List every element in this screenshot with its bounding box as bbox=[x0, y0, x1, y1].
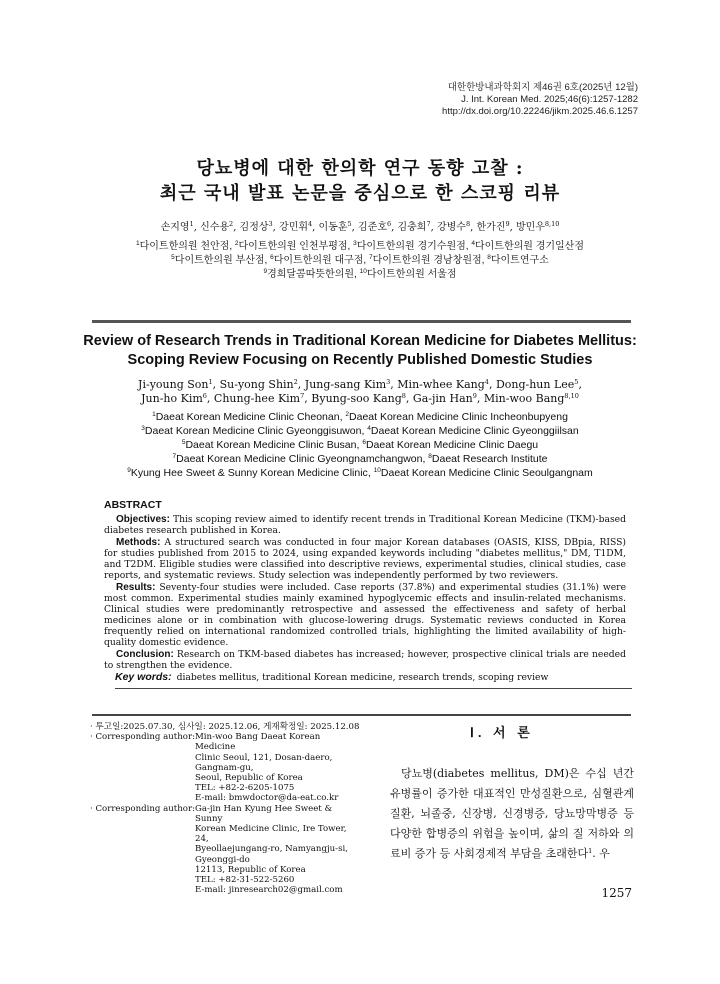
footnote-line: 12113, Republic of Korea bbox=[194, 864, 306, 875]
author-superscript: 2 bbox=[293, 378, 298, 386]
author-superscript: 9 bbox=[505, 220, 510, 228]
author-superscript: 6 bbox=[386, 220, 392, 228]
footnote-line: 2025.07.30, 심사일: 2025.12.06, 게재확정일: 2025.12.08 bbox=[123, 722, 360, 732]
author-superscript: 3 bbox=[386, 378, 391, 386]
abstract-conclusion bbox=[104, 649, 626, 671]
affiliation-text: Daeat Korean Medicine Clinic Gyeongnamchangwon bbox=[176, 453, 423, 465]
affiliation-text: Daeat Korean Medicine Clinic Gyeonggiilsan bbox=[370, 425, 579, 437]
affiliation-text: 다이트한의원 경기수원점 bbox=[356, 241, 466, 252]
affiliation-superscript: 9 bbox=[263, 268, 268, 275]
results-text: Seventy-four studies were included. Case reports (37.8%) and experimental studies (31.1%) were most common. Experimental studies mainly examined hypoglycemic effects and insulin-related mechanisms. Clinical studies were predominantly retrospective and assessed the effectiveness and safety of herbal medicines alone or in combination with glucose-lowering drugs. Systematic reviews conducted in Korea frequently relied on international randomized controlled trials, highlighting the limited availability of high-quality domestic evidence. bbox=[104, 582, 627, 648]
affiliation-text: 다이트한의원 천안점 bbox=[139, 241, 230, 252]
body-paragraph bbox=[390, 764, 634, 864]
affiliation-superscript: 10 bbox=[359, 268, 367, 275]
author-name: 손지영 bbox=[160, 222, 190, 233]
footnote-label: · Corresponding author: bbox=[90, 803, 195, 814]
author-name: 이동훈 bbox=[318, 222, 348, 233]
keywords-text: diabetes mellitus, traditional Korean medicine, research trends, scoping review bbox=[176, 672, 549, 683]
footnote-line: E-mail: jinresearch02@gmail.com bbox=[194, 885, 343, 896]
journal-citation: J. Int. Korean Med. 2025;46(6):1257-1282 bbox=[461, 94, 638, 105]
footnote-entry bbox=[90, 732, 360, 803]
affiliation-text: 다이트한의원 경남창원점 bbox=[372, 255, 482, 266]
affiliation-text: 다이트한의원 부산점 bbox=[174, 255, 265, 266]
affiliation-text: Daeat Korean Medicine Clinic Incheonbupyeng bbox=[349, 411, 568, 423]
footnote-line: Ga-jin Han Kyung Hee Sweet & Sunny bbox=[194, 803, 333, 824]
abstract-objectives bbox=[104, 514, 626, 536]
affiliation-text: 다이트한의원 대구점 bbox=[273, 255, 364, 266]
affiliation-text: Kyung Hee Sweet & Sunny Korean Medicine Clinic bbox=[130, 467, 368, 479]
footnote-line: Korean Medicine Clinic, Ire Tower, 24, bbox=[194, 824, 347, 845]
affiliation-text: Daeat Korean Medicine Clinic Daegu bbox=[365, 439, 539, 451]
affiliation-superscript: 7 bbox=[172, 453, 177, 460]
author-name: 김정상 bbox=[239, 222, 269, 233]
author-superscript: 8 bbox=[465, 220, 471, 228]
author-superscript: 5 bbox=[574, 378, 579, 386]
author-superscript: 1 bbox=[189, 220, 194, 228]
objectives-label: Objectives: bbox=[116, 514, 170, 525]
body-tail: . 우 bbox=[592, 847, 610, 860]
author-name: Byung-soo Kang bbox=[311, 392, 402, 405]
english-title-line2: Scoping Review Focusing on Recently Published Domestic Studies bbox=[127, 352, 593, 368]
footnote-label: · Corresponding author: bbox=[90, 732, 195, 743]
korean-title-line1: 당뇨병에 대한 한의학 연구 동향 고찰 : bbox=[196, 158, 524, 179]
results-label: Results: bbox=[116, 582, 156, 593]
author-name: 신수용 bbox=[200, 222, 230, 233]
english-authors-line1: Ji-young Son$^1$, Su-yong Shin$^2$, Jung-sang Kim$^3$, Min-whee Kang$^4$, Dong-hun Lee$^5$, bbox=[138, 378, 582, 391]
affiliation-line: $^5$Daeat Korean Medicine Clinic Busan, $^6$Daeat Korean Medicine Clinic Daegu bbox=[181, 439, 539, 451]
affiliation-text: Daeat Research Institute bbox=[431, 453, 548, 465]
footnote-line: E-mail: bmwdoctor@da-eat.co.kr bbox=[194, 793, 339, 804]
author-superscript: 7 bbox=[426, 220, 431, 228]
footnote-line: TEL: +82-31-522-5260 bbox=[194, 875, 295, 886]
footnote-value bbox=[195, 732, 360, 803]
abstract-results bbox=[104, 582, 626, 648]
conclusion-label: Conclusion: bbox=[116, 649, 174, 660]
affiliation-superscript: 1 bbox=[135, 240, 140, 247]
footnote-line: Min-woo Bang Daeat Korean Medicine bbox=[194, 732, 321, 753]
affiliation-superscript: 4 bbox=[471, 240, 475, 247]
affiliation-superscript: 2 bbox=[234, 240, 239, 247]
author-name: 김충희 bbox=[397, 222, 427, 233]
author-superscript: 3 bbox=[268, 220, 273, 228]
author-name: 강병수 bbox=[436, 222, 466, 233]
keywords-label: Key words: bbox=[115, 671, 172, 683]
author-name: Jun-ho Kim bbox=[141, 392, 203, 405]
author-name: 한가진 bbox=[476, 222, 506, 233]
author-superscript: 6 bbox=[202, 392, 207, 400]
affiliation-superscript: 4 bbox=[367, 425, 371, 432]
section-heading: Ⅰ. 서 론 bbox=[470, 725, 534, 740]
affiliation-line: $^9$경희달콤따뜻한의원, $^{10}$다이트한의원 서울점 bbox=[263, 268, 457, 280]
affiliation-text: 경희달콤따뜻한의원 bbox=[267, 269, 355, 280]
journal-header bbox=[318, 82, 638, 118]
footnote-line: Clinic Seoul, 121, Dosan-daero, Gangnam-gu, bbox=[194, 752, 333, 773]
english-title bbox=[0, 332, 720, 370]
page-number: 1257 bbox=[601, 886, 632, 900]
korean-affiliations bbox=[0, 240, 720, 282]
methods-text: A structured search was conducted in four major Korean databases (OASIS, KISS, DBpia, RISS) for studies published from 2015 to 2024, using expanded keywords including "diabetes mellitus," DM, T1DM, and T2DM. Eligible studies were classified into descriptive reviews, experimental studies, clinical studies, case reports, and systematic reviews. Study selection was independently performed by two reviewers. bbox=[104, 537, 627, 581]
affiliation-superscript: 6 bbox=[362, 439, 366, 446]
affiliation-superscript: 6 bbox=[270, 254, 274, 261]
affiliation-line: $^7$Daeat Korean Medicine Clinic Gyeongnamchangwon, $^8$Daeat Research Institute bbox=[172, 453, 548, 465]
keywords-divider bbox=[115, 688, 632, 689]
title-divider bbox=[92, 320, 631, 323]
english-affiliations bbox=[0, 410, 720, 480]
footnote-label: · 투고일: bbox=[90, 722, 124, 732]
author-superscript: 9 bbox=[472, 392, 477, 400]
affiliation-text: Daeat Korean Medicine Clinic Gyeonggisuwon bbox=[144, 425, 362, 437]
footnotes bbox=[90, 722, 360, 895]
affiliation-line: $^9$Kyung Hee Sweet & Sunny Korean Medicine Clinic, $^{10}$Daeat Korean Medicine Clinic Seoulgangnam bbox=[127, 467, 593, 479]
author-superscript: 4 bbox=[308, 220, 313, 228]
objectives-text: This scoping review aimed to identify recent trends in Traditional Korean Medicine (TKM)-based diabetes research published in Korea. bbox=[104, 514, 627, 536]
author-superscript: 5 bbox=[347, 220, 352, 228]
affiliation-superscript: 10 bbox=[373, 467, 381, 474]
author-name: Chung-hee Kim bbox=[213, 392, 301, 405]
affiliation-superscript: 3 bbox=[141, 425, 145, 432]
footnote-entry bbox=[90, 804, 360, 896]
author-superscript: 8,10 bbox=[564, 392, 579, 400]
affiliation-superscript: 5 bbox=[171, 254, 175, 261]
abstract-heading: ABSTRACT bbox=[104, 499, 162, 511]
english-authors-line2: Jun-ho Kim$^6$, Chung-hee Kim$^7$, Byung-soo Kang$^8$, Ga-jin Han$^9$, Min-woo Bang$^{8,10}$ bbox=[141, 392, 579, 405]
korean-title-line2: 최근 국내 발표 논문을 중심으로 한 스코핑 리뷰 bbox=[159, 183, 561, 204]
affiliation-line: $^3$Daeat Korean Medicine Clinic Gyeonggisuwon, $^4$Daeat Korean Medicine Clinic Gyeonggiilsan bbox=[141, 425, 579, 437]
author-superscript: 2 bbox=[229, 220, 234, 228]
footnote-line: Byeollaejungang-ro, Namyangju-si, Gyeonggi-do bbox=[194, 844, 348, 865]
abstract-methods bbox=[104, 537, 626, 581]
author-name: Dong-hun Lee bbox=[495, 378, 575, 391]
korean-authors: 손지영$^1$, 신수용$^2$, 김정상$^3$, 강민휘$^4$, 이동훈$^5$, 김준호$^6$, 김충희$^7$, 강병수$^8$, 한가진$^9$, 방민우$^{8,10}$ bbox=[160, 220, 560, 233]
citation-ref[interactable]: 1 bbox=[588, 847, 593, 855]
affiliation-line: $^1$Daeat Korean Medicine Clinic Cheonan, $^2$Daeat Korean Medicine Clinic Incheonbupyeng bbox=[152, 411, 568, 423]
footnote-value bbox=[195, 804, 360, 896]
footnote-line: Seoul, Republic of Korea bbox=[194, 773, 303, 784]
affiliation-text: Daeat Korean Medicine Clinic Busan bbox=[185, 439, 357, 451]
conclusion-text: Research on TKM-based diabetes has increased; however, prospective clinical trials are needed to strengthen the evidence. bbox=[104, 649, 626, 671]
footnote-value bbox=[123, 722, 360, 732]
affiliation-superscript: 7 bbox=[368, 254, 373, 261]
methods-label: Methods: bbox=[116, 537, 161, 548]
korean-title bbox=[0, 156, 720, 206]
footnote-entry bbox=[90, 722, 360, 732]
affiliation-line: $^1$다이트한의원 천안점, $^2$다이트한의원 인천부평점, $^3$다이트한의원 경기수원점, $^4$다이트한의원 경기일산점 bbox=[135, 240, 585, 252]
affiliation-line: $^5$다이트한의원 부산점, $^6$다이트한의원 대구점, $^7$다이트한의원 경남창원점, $^8$다이트연구소 bbox=[171, 254, 549, 266]
keywords bbox=[115, 671, 635, 683]
journal-name-ko: 대한한방내과학회지 제46권 6호(2025년 12월) bbox=[447, 82, 638, 93]
affiliation-superscript: 8 bbox=[487, 254, 491, 261]
affiliation-text: 다이트연구소 bbox=[490, 255, 549, 266]
affiliation-text: 다이트한의원 인천부평점 bbox=[238, 241, 348, 252]
affiliation-superscript: 2 bbox=[345, 411, 350, 418]
affiliation-text: 다이트한의원 경기일산점 bbox=[474, 241, 585, 252]
author-name: 강민휘 bbox=[279, 222, 309, 233]
affiliation-superscript: 8 bbox=[428, 453, 432, 460]
affiliation-superscript: 1 bbox=[152, 411, 156, 418]
author-name: Min-woo Bang bbox=[483, 392, 565, 405]
author-superscript: 7 bbox=[300, 392, 305, 400]
affiliation-superscript: 3 bbox=[353, 240, 357, 247]
author-name: Jung-sang Kim bbox=[304, 378, 387, 391]
doi-link[interactable]: http://dx.doi.org/10.22246/jikm.2025.46.6.1257 bbox=[442, 106, 638, 117]
affiliation-superscript: 5 bbox=[181, 439, 186, 446]
author-superscript: 1 bbox=[208, 378, 213, 386]
abstract bbox=[104, 500, 626, 672]
english-title-line1: Review of Research Trends in Traditional Korean Medicine for Diabetes Mellitus: bbox=[83, 333, 637, 349]
body-text: 당뇨병(diabetes mellitus, DM)은 수십 년간 유병률이 증가한 대표적인 만성질환으로, 심혈관계 질환, 뇌졸중, 신장병, 신경병증, 당뇨망막병증 등 다양한 합병증의 위험을 높이며, 삶의 질 저하와 의료비 증가 등 사회경제적 부담을 초래한다 bbox=[390, 767, 634, 860]
author-name: 김준호 bbox=[358, 222, 387, 233]
affiliation-superscript: 9 bbox=[127, 467, 131, 474]
affiliation-text: 다이트한의원 서울점 bbox=[366, 269, 457, 280]
author-name: Ji-young Son bbox=[138, 378, 209, 391]
abstract-divider bbox=[92, 714, 631, 716]
english-authors bbox=[0, 378, 720, 406]
affiliation-text: Daeat Korean Medicine Clinic Cheonan bbox=[155, 411, 340, 423]
author-name: Min-whee Kang bbox=[397, 378, 485, 391]
affiliation-text: Daeat Korean Medicine Clinic Seoulgangnam bbox=[380, 467, 593, 479]
author-name: Ga-jin Han bbox=[412, 392, 473, 405]
author-name: 방민우 bbox=[515, 222, 545, 233]
footnote-line: TEL: +82-2-6205-1075 bbox=[194, 783, 295, 794]
author-name: Su-yong Shin bbox=[219, 378, 294, 391]
author-superscript: 4 bbox=[484, 378, 489, 386]
author-superscript: 8,10 bbox=[544, 220, 560, 228]
author-superscript: 8 bbox=[401, 392, 406, 400]
